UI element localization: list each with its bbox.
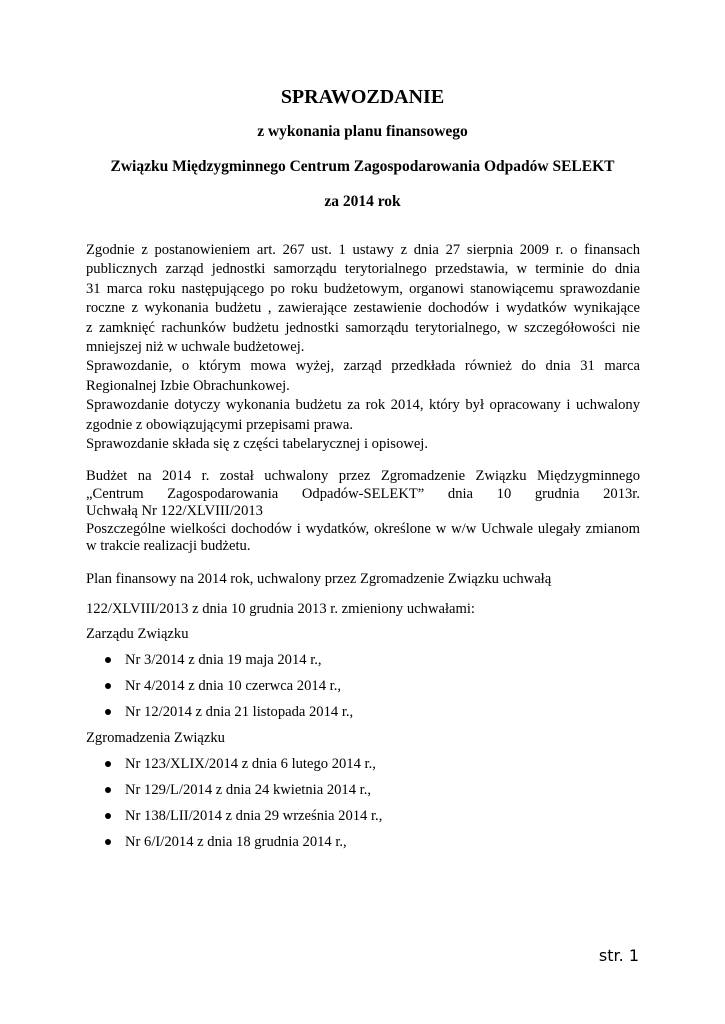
- list-item: [105, 704, 353, 721]
- text-line: Budżet na 2014 r. został uchwalony przez Zgromadzenie Związku Międzygminnego: [86, 468, 640, 484]
- list-item-text: Nr 12/2014 z dnia 21 listopada 2014 r.,: [125, 704, 354, 720]
- text-line: z zamknięć rachunków budżetu jednostki samorządu terytorialnego, w szczegółowości nie: [86, 319, 640, 336]
- bullet-icon: [105, 839, 111, 845]
- text-line: publicznych zarząd jednostki samorządu terytorialnego przedstawia, w terminie do dnia: [86, 261, 640, 278]
- text-line: mniejszej niż w uchwale budżetowej.: [86, 339, 305, 356]
- bullet-icon: [105, 657, 111, 663]
- list-item-text: Nr 6/I/2014 z dnia 18 grudnia 2014 r.,: [125, 834, 347, 850]
- text-line: zgodnie z obowiązującymi przepisami prawa.: [86, 416, 354, 433]
- list-item-text: Nr 3/2014 z dnia 19 maja 2014 r.,: [125, 652, 322, 668]
- plan-line: Plan finansowy na 2014 rok, uchwalony przez Zgromadzenie Związku uchwałą: [86, 571, 552, 587]
- bullet-icon: [105, 813, 111, 819]
- zarzad-heading: Zarządu Związku: [86, 626, 189, 642]
- text-line: Poszczególne wielkości dochodów i wydatków, określone w w/w Uchwale ulegały zmianom: [86, 520, 640, 537]
- report-year: za 2014 rok: [324, 193, 401, 210]
- list-item: [105, 756, 376, 773]
- zgromadzenie-heading: Zgromadzenia Związku: [86, 730, 225, 746]
- text-line: 31 marca roku następującego po roku budżetowym, organowi stanowiącemu sprawozdanie: [86, 280, 640, 297]
- list-item: [105, 678, 341, 695]
- intro-paragraph: [86, 241, 640, 454]
- bullet-icon: [105, 683, 111, 689]
- text-line: Regionalnej Izbie Obrachunkowej.: [86, 377, 290, 394]
- list-item: [105, 652, 322, 669]
- bullet-icon: [105, 709, 111, 715]
- text-line: Sprawozdanie dotyczy wykonania budżetu za rok 2014, który był opracowany i uchwalony: [86, 397, 640, 414]
- text-line: w trakcie realizacji budżetu.: [86, 538, 251, 555]
- list-item: [105, 834, 347, 851]
- document-title: SPRAWOZDANIE: [280, 86, 445, 108]
- text-line: Zgodnie z postanowieniem art. 267 ust. 1 ustawy z dnia 27 sierpnia 2009 r. o finansach: [86, 242, 640, 258]
- list-item-text: Nr 4/2014 z dnia 10 czerwca 2014 r.,: [125, 678, 341, 694]
- text-line: roczne z wykonania budżetu , zawierające zestawienie dochodów i wydatków wynikające: [86, 300, 640, 317]
- budget-paragraph: [86, 468, 640, 556]
- text-line: Sprawozdanie składa się z części tabelarycznej i opisowej.: [86, 436, 428, 453]
- list-item: [105, 782, 371, 799]
- text-line: Sprawozdanie, o którym mowa wyżej, zarząd przedkłada również do dnia 31 marca: [86, 358, 640, 375]
- bullet-icon: [105, 761, 111, 767]
- list-item: [105, 808, 382, 825]
- organization-name: Związku Międzygminnego Centrum Zagospodarowania Odpadów SELEKT: [110, 158, 615, 175]
- bullet-icon: [105, 787, 111, 793]
- plan-line: 122/XLVIII/2013 z dnia 10 grudnia 2013 r. zmieniony uchwałami:: [86, 601, 475, 617]
- text-line: „Centrum Zagospodarowania Odpadów-SELEKT” dnia 10 grudnia 2013r.: [86, 485, 640, 502]
- list-item-text: Nr 138/LII/2014 z dnia 29 września 2014 r.,: [125, 808, 383, 824]
- text-line: Uchwałą Nr 122/XLVIII/2013: [86, 503, 263, 520]
- list-item-text: Nr 123/XLIX/2014 z dnia 6 lutego 2014 r.,: [125, 756, 376, 772]
- page-number: str. 1: [598, 946, 639, 965]
- document-subtitle: z wykonania planu finansowego: [257, 123, 468, 140]
- list-item-text: Nr 129/L/2014 z dnia 24 kwietnia 2014 r.,: [125, 782, 372, 798]
